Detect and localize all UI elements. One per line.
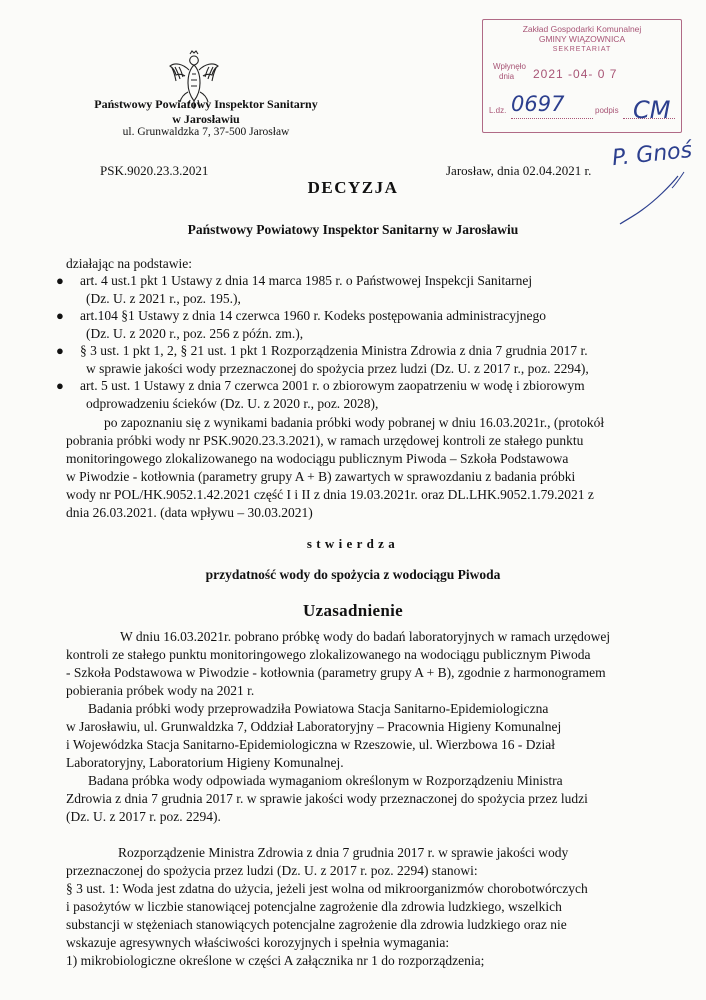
stamp-ldz-dotline	[511, 118, 593, 119]
justification-line: Laboratoryjny, Laboratorium Higieny Komunalnej.	[66, 755, 344, 770]
stamp-line-3: SEKRETARIAT	[552, 46, 612, 53]
findings-line: wody nr POL/HK.9052.1.42.2021 część I i II z dnia 19.03.2021r. oraz DL.LHK.9052.1.79.2021 z	[66, 487, 594, 502]
justification-heading: Uzasadnienie	[303, 601, 403, 620]
stamp-received-date: 2021 -04- 0 7	[533, 67, 618, 81]
stamp-received-label: Wpłynęło	[493, 62, 526, 71]
reference-number: PSK.9020.23.3.2021	[100, 163, 209, 178]
basis-item-line-1: art. 4 ust.1 pkt 1 Ustawy z dnia 14 marca 1985 r. o Państwowej Inspekcji Sanitarnej	[80, 273, 533, 288]
justification-line: i Wojewódzka Stacja Sanitarno-Epidemiologiczna w Rzeszowie, ul. Wierzbowa 16 - Dział	[66, 737, 555, 752]
basis-item-line-2: (Dz. U. z 2020 r., poz. 256 z późn. zm.),	[86, 325, 304, 341]
basis-item-line-2: (Dz. U. z 2021 r., poz. 195.),	[86, 290, 241, 306]
justification-paragraph-3	[66, 772, 656, 826]
justification-line: (Dz. U. z 2017 r. poz. 2294).	[66, 809, 221, 824]
basis-item	[56, 272, 656, 307]
regulation-quote-line: i pasożytów w liczbie stanowiącej potencjalne zagrożenie dla zdrowia ludzkiego, wszelkich	[66, 899, 562, 914]
authority-name	[88, 97, 324, 127]
findings-line: monitoringowego zlokalizowanego na wodociągu publicznym Piwoda – Szkoła Podstawowa	[66, 451, 569, 466]
registry-stamp	[482, 19, 682, 133]
justification-line: - Szkoła Podstawowa w Piwodzie - kotłownia (parametry grupy A + B), zgodnie z harmonogramem	[66, 665, 606, 680]
regulation-quote-line: § 3 ust. 1: Woda jest zdatna do użycia, jeżeli jest wolna od mikroorganizmów chorobotwórczych	[66, 881, 588, 896]
basis-item	[56, 307, 656, 342]
basis-item	[56, 342, 656, 377]
stamp-initials: CM	[633, 96, 671, 124]
justification-line: W dniu 16.03.2021r. pobrano próbkę wody do badań laboratoryjnych w ramach urzędowej	[120, 629, 611, 644]
bullet-icon: ●	[56, 378, 64, 393]
justification-line: Badana próbka wody odpowiada wymaganiom określonym w Rozporządzeniu Ministra	[88, 773, 563, 788]
issuing-organ: Państwowy Powiatowy Inspektor Sanitarny w Jarosławiu	[187, 222, 519, 237]
justification-paragraph-1	[66, 628, 656, 700]
basis-list	[56, 272, 656, 412]
regulation-quote	[66, 880, 656, 970]
justification-line: kontroli ze stałego punktu monitoringowego zlokalizowanego na wodociągu publicznym Piwoda	[66, 647, 591, 662]
basis-item-line-2: odprowadzeniu ścieków (Dz. U. z 2020 r., poz. 2028),	[86, 395, 379, 411]
document-title: DECYZJA	[307, 178, 399, 197]
place-and-date: Jarosław, dnia 02.04.2021 r.	[446, 163, 592, 178]
basis-item	[56, 377, 656, 412]
authority-line-1: Państwowy Powiatowy Inspektor Sanitarny	[94, 97, 318, 111]
stamp-ldz-label: L.dz.	[489, 106, 507, 115]
basis-item-line-1: art. 5 ust. 1 Ustawy z dnia 7 czerwca 2001 r. o zbiorowym zaopatrzeniu w wodę i zbiorowym	[80, 378, 585, 393]
regulation-line: przeznaczonej do spożycia przez ludzi (Dz. U. z 2017 r. poz. 2294) stanowi:	[66, 863, 478, 878]
justification-line: Zdrowia z dnia 7 grudnia 2017 r. w sprawie jakości wody przeznaczonej do spożycia przez ludzi	[66, 791, 588, 806]
justification-line: Badania próbki wody przeprowadziła Powiatowa Stacja Sanitarno-Epidemiologiczna	[88, 701, 549, 716]
paragraph-gap	[96, 826, 656, 844]
authority-line-2: w Jarosławiu	[172, 112, 240, 126]
findings-line: pobrania próbki wody nr PSK.9020.23.3.2021), w ramach urzędowej kontroli ze stałego punktu	[66, 433, 584, 448]
basis-item-line-1: § 3 ust. 1 pkt 1, 2, § 21 ust. 1 pkt 1 Rozporządzenia Ministra Zdrowia z dnia 7 grudnia 2017 r.	[80, 343, 588, 358]
findings-line: po zapoznaniu się z wynikami badania próbki wody pobranej w dniu 16.03.2021r., (protokół	[104, 415, 605, 430]
handwritten-note: P. Gnoś	[610, 137, 694, 172]
bullet-icon: ●	[56, 343, 64, 358]
regulation-line: Rozporządzenie Ministra Zdrowia z dnia 7 grudnia 2017 r. w sprawie jakości wody	[118, 845, 569, 860]
stamp-date-label: dnia	[499, 72, 515, 81]
justification-line: w Jarosławiu, ul. Grunwaldzka 7, Oddział Laboratoryjny – Pracownia Higieny Komunalnej	[66, 719, 562, 734]
basis-item-line-2: w sprawie jakości wody przeznaczonej do spożycia przez ludzi (Dz. U. z 2017 r., poz. 2294),	[86, 360, 589, 376]
stamp-signature-label: podpis	[595, 106, 619, 115]
verdict-object: przydatność wody do spożycia z wodociągu Piwoda	[205, 567, 501, 582]
stamp-ldz-number: 0697	[511, 92, 565, 116]
bullet-icon: ●	[56, 273, 64, 288]
findings-line: dnia 26.03.2021. (data wpływu – 30.03.2021)	[66, 505, 313, 520]
authority-address: ul. Grunwaldzka 7, 37-500 Jarosław	[122, 126, 290, 138]
basis-intro: działając na podstawie:	[66, 256, 192, 271]
stamp-line-1: Zakład Gospodarki Komunalnej	[522, 24, 642, 34]
regulation-quote-line: wskazuje agresywnych właściwości korozyjnych i spełnia wymagania:	[66, 935, 450, 950]
justification-line: pobierania próbek wody na 2021 r.	[66, 683, 255, 698]
justification-body	[66, 628, 656, 970]
stamp-line-2: GMINY WIĄZOWNICA	[538, 34, 626, 44]
regulation-paragraph	[66, 844, 656, 880]
bullet-icon: ●	[56, 308, 64, 323]
justification-paragraph-2	[66, 700, 656, 772]
findings-line: w Piwodzie - kotłownia (parametry grupy A + B) zawartych w sprawozdaniu z badania próbki	[66, 469, 576, 484]
verdict-heading: stwierdza	[306, 536, 400, 551]
basis-item-line-1: art.104 §1 Ustawy z dnia 14 czerwca 1960 r. Kodeks postępowania administracyjnego	[80, 308, 546, 323]
regulation-quote-line: 1) mikrobiologiczne określone w części A załącznika nr 1 do rozporządzenia;	[66, 953, 485, 968]
findings-paragraph	[66, 414, 656, 522]
regulation-quote-line: substancji w stężeniach stanowiących potencjalne zagrożenie dla zdrowia ludzkiego oraz nie	[66, 917, 567, 932]
